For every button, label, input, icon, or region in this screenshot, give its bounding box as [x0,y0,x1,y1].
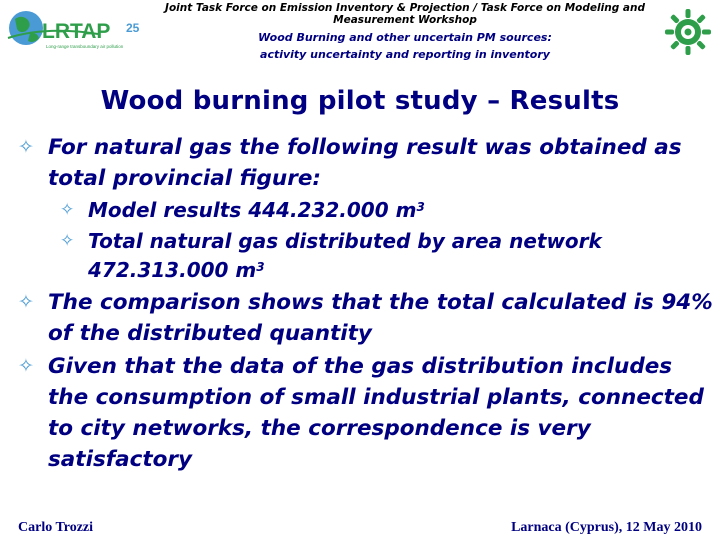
diamond-bullet-icon: ✧ [60,231,75,251]
footer-place-date: Larnaca (Cyprus), 12 May 2010 [511,520,702,535]
diamond-bullet-icon: ✧ [18,291,34,313]
bullet-list [18,132,718,477]
diamond-bullet-icon: ✧ [18,355,34,377]
slide-title: Wood burning pilot study – Results [100,86,620,116]
superscript: 3 [256,260,265,274]
session-title-line2: activity uncertainty and reporting in inventory [260,48,550,61]
footer-author: Carlo Trozzi [18,520,94,535]
workshop-name: Joint Task Force on Emission Inventory & Projection / Task Force on Modeling and Measurement Workshop [165,2,645,26]
bullet-item [18,351,718,475]
lrtap-logo [6,4,156,60]
diamond-bullet-icon: ✧ [60,200,75,220]
bullet-item [18,287,718,349]
logo-text: LRTAP [42,20,111,43]
bullet-item [18,132,718,194]
workshop-header [150,2,660,63]
superscript: 3 [416,200,425,214]
sub-bullet-item [18,227,718,285]
bullet-text: For natural gas the following result was obtained as total provincial figure: [48,135,682,191]
logo-anniversary: 25 [126,21,140,35]
session-title-line1: Wood Burning and other uncertain PM sources: [258,31,552,44]
sub-bullet-item [18,196,718,225]
bullet-text: The comparison shows that the total calculated is 94% of the distributed quantity [48,290,713,346]
diamond-bullet-icon: ✧ [18,136,34,158]
bullet-text: Model results 444.232.000 m [88,198,417,222]
emblem-icon [664,8,712,56]
bullet-text: Total natural gas distributed by area network 472.313.000 m [88,229,602,282]
bullet-text: Given that the data of the gas distribution includes the consumption of small industrial plants, connected to city networks, the correspondence is very satisfactory [48,354,704,472]
logo-tagline: Long-range transboundary air pollution [46,44,124,49]
